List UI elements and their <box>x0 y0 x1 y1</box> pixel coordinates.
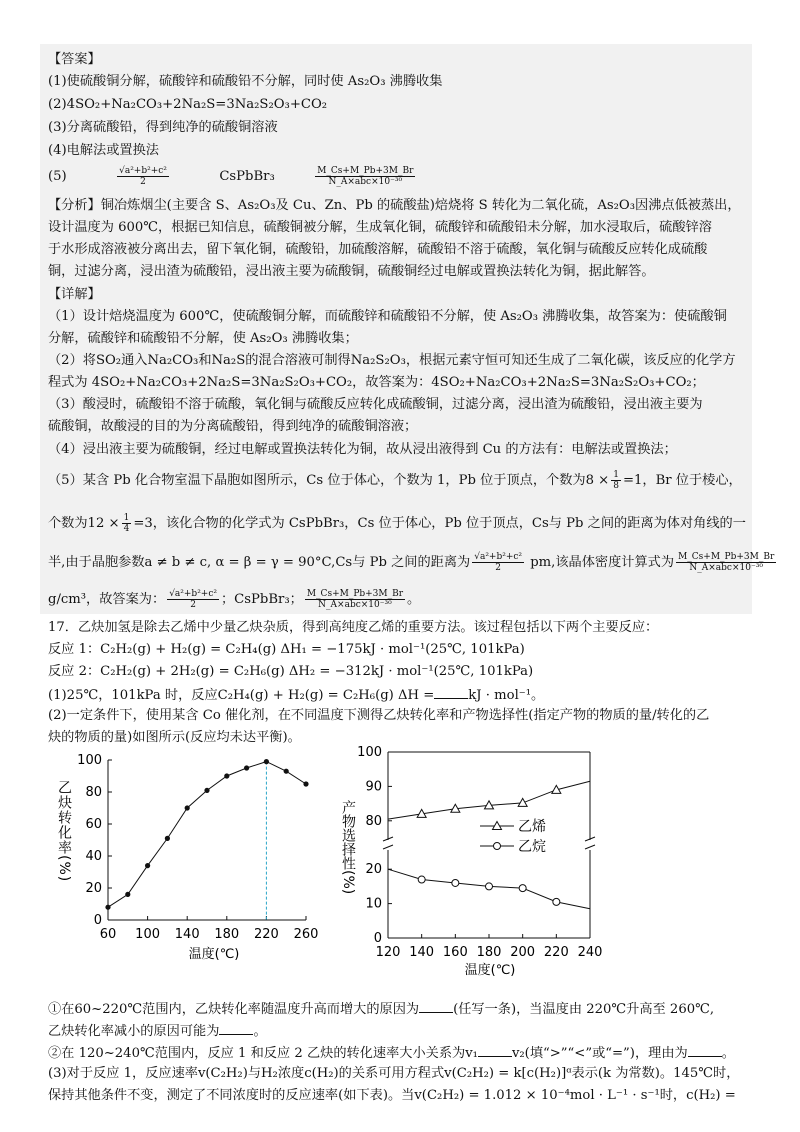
detail-2b: 程式为 4SO₂+Na₂CO₃+2Na₂S=3Na₂S₂O₃+CO₂，故答案为：4SO₂+Na₂CO₃+2Na₂S=3Na₂S₂O₃+CO₂； <box>48 375 705 390</box>
x-tick-label: 260 <box>293 927 319 942</box>
detail-header: 【详解】 <box>48 287 101 302</box>
data-point <box>204 788 209 793</box>
distance-fraction-3: $\frac{\text{√a²+b²+c²}}{2}$ <box>169 589 217 610</box>
y-tick-label: 40 <box>85 849 102 864</box>
q17-part-1: (1)25℃，101kPa 时，反应C₂H₄(g) + H₂(g) = C₂H₆(g) ΔH = kJ · mol⁻¹。 <box>48 688 545 703</box>
answer-blank[interactable] <box>688 1044 722 1057</box>
q17-sub-1a: ①在60~220℃范围内，乙炔转化率随温度升高而增大的原因为 (任写一条)，当温度由 220℃升高至 260℃, <box>48 1002 715 1017</box>
y-tick-label: 0 <box>93 913 102 928</box>
data-point <box>224 773 229 778</box>
axis-break-mark <box>383 837 393 849</box>
legend-label: 乙烷 <box>518 839 546 855</box>
x-tick-label: 100 <box>135 927 161 942</box>
answer-blank[interactable] <box>419 1000 453 1013</box>
fraction-1-8: $\frac{1}{8}$ <box>613 470 619 491</box>
answer-5-formula: CsPbBr₃ <box>219 169 275 184</box>
y-tick-label: 20 <box>365 862 382 878</box>
detail-4: （4）浸出液主要为硫酸铜，经过电解或置换法转化为铜，故从浸出液得到 Cu 的方法有：电解法或置换法； <box>48 442 677 457</box>
detail-1b: 分解，硫酸锌和硫酸铅不分解，使 As₂O₃ 沸腾收集； <box>48 331 358 346</box>
selectivity-chart <box>330 740 610 980</box>
detail-1a: （1）设计焙烧温度为 600℃，使硫酸铜分解，而硫酸锌和硫酸铅不分解，使 As₂O₃ 沸腾收集，故答案为：使硫酸铜 <box>48 309 727 324</box>
x-axis-label: 温度(℃) <box>464 963 516 978</box>
x-tick-label: 140 <box>174 927 200 942</box>
detail-5a: （5）某含 Pb 化合物室温下晶胞如图所示，Cs 位于体心，个数为 1，Pb 位于顶点，个数为8 × $\frac{1}{8}$ =1，Br 位于棱心， <box>48 470 742 491</box>
detail-5c: 半,由于晶胞参数a ≠ b ≠ c, α = β = γ = 90°C,Cs与 Pb 之间的距离为 $\frac{\text{√a²+b²+c²}}{2}$ pm,该晶体密度计算式为 $\frac{M\_Cs+M\_Pb+3M\_Br}{\text{N\_A×abc×10⁻³⁰}}$ <box>48 552 775 573</box>
y-tick-label: 100 <box>357 745 382 760</box>
q17-sub-2: ②在 120~240℃范围内，反应 1 和反应 2 乙炔的转化速率大小关系为v₁ v₂(填“>”“<”或“=”)，理由为 。 <box>48 1046 735 1061</box>
q17-sub-1b: 乙炔转化率减小的原因可能为 。 <box>48 1024 267 1039</box>
detail-2a: （2）将SO₂通入Na₂CO₃和Na₂S的混合溶液可制得Na₂S₂O₃，根据元素守恒可知还生成了二氧化碳，该反应的化学方 <box>48 353 736 368</box>
fraction-1-4: $\frac{1}{4}$ <box>123 513 130 534</box>
q17-part-3a: (3)对于反应 1，反应速率v(C₂H₂)与H₂浓度c(H₂)的关系可用方程式v(C₂H₂) = k[c(H₂)]ᵅ表示(k 为常数)。145℃时， <box>48 1066 740 1081</box>
x-tick-label: 160 <box>442 945 468 960</box>
x-tick-label: 120 <box>375 945 401 960</box>
detail-3b: 硫酸铜，故酸浸的目的为分离硫酸铅，得到纯净的硫酸铜溶液； <box>48 419 418 434</box>
data-point <box>284 769 289 774</box>
conversion-line <box>108 762 306 908</box>
ethane-point <box>452 879 459 886</box>
data-point <box>105 905 110 910</box>
legend-circle-icon <box>494 843 501 850</box>
q17-part-3b: 保持其他条件不变，测定了不同浓度时的反应速率(如下表)。当v(C₂H₂) = 1.012 × 10⁻⁴mol · L⁻¹ · s⁻¹时，c(H₂) = <box>48 1088 736 1103</box>
analysis-line-2: 设计温度为 600℃，根据已知信息，硫酸铜被分解，生成氧化铜，硫酸锌和硫酸铅未分解，加水浸取后，硫酸锌溶 <box>48 220 712 235</box>
analysis-line-1: 【分析】铜冶炼烟尘(主要含 S、As₂O₃及 Cu、Zn、Pb 的硫酸盐)焙烧将 S 转化为二氧化硫，As₂O₃因沸点低被蒸出， <box>48 198 741 213</box>
analysis-line-4: 铜，过滤分离，浸出渣为硫酸铅，浸出液主要为硫酸铜，硫酸铜经过电解或置换法转化为铜，据此解答。 <box>48 264 655 279</box>
distance-fraction: $\frac{\text{√a²+b²+c²}}{2}$ <box>119 166 167 187</box>
detail-5d: g/cm³，故答案为： $\frac{\text{√a²+b²+c²}}{2}$ ；CsPbBr₃； $\frac{M\_Cs+M\_Pb+3M\_Br}{\text{N\_A×abc×10⁻³⁰}}$ 。 <box>48 589 421 610</box>
answer-5 <box>48 166 417 187</box>
y-tick-label: 100 <box>77 753 102 768</box>
x-tick-label: 60 <box>99 927 117 942</box>
data-point <box>303 781 308 786</box>
q17-stem: 17．乙炔加氢是除去乙烯中少量乙炔杂质，得到高纯度乙烯的重要方法。该过程包括以下两个主要反应： <box>48 620 659 635</box>
x-tick-label: 140 <box>409 945 435 960</box>
y-tick-label: 80 <box>85 785 102 800</box>
answer-5-label: (5) <box>48 169 67 184</box>
ethane-point <box>519 885 526 892</box>
x-tick-label: 220 <box>543 945 569 960</box>
y-tick-label: 20 <box>85 881 102 896</box>
density-fraction-2: $\frac{M\_Cs+M\_Pb+3M\_Br}{\text{N\_A×abc×10⁻³⁰}}$ <box>678 552 775 573</box>
answer-1: (1)使硫酸铜分解，硫酸锌和硫酸铅不分解，同时使 As₂O₃ 沸腾收集 <box>48 74 443 89</box>
answer-blank[interactable] <box>434 686 468 699</box>
detail-5b: 个数为12 × $\frac{1}{4}$ =3，该化合物的化学式为 CsPbBr₃，Cs 位于体心，Pb 位于顶点，Cs与 Pb 之间的距离为体对角线的一 <box>48 513 746 534</box>
data-point <box>125 892 130 897</box>
y-tick-label: 60 <box>85 817 102 832</box>
answer-2: (2)4SO₂+Na₂CO₃+2Na₂S=3Na₂S₂O₃+CO₂ <box>48 97 328 112</box>
y-axis-label: 产物选择性(%) <box>340 800 356 895</box>
x-axis-label: 温度(℃) <box>188 947 240 962</box>
y-tick-label: 0 <box>373 931 382 946</box>
answer-blank[interactable] <box>478 1044 512 1057</box>
data-point <box>165 836 170 841</box>
x-tick-label: 180 <box>214 927 240 942</box>
data-point <box>244 765 249 770</box>
analysis-line-3: 于水形成溶液被分离出去，留下氧化铜，硫酸铅，加硫酸溶解，硫酸铅不溶于硫酸，氧化铜与硫酸反应转化成硫酸 <box>48 242 708 257</box>
ethane-point <box>553 898 560 905</box>
answer-header: 【答案】 <box>48 52 101 67</box>
data-point <box>145 863 150 868</box>
x-tick-label: 200 <box>510 945 536 960</box>
q17-reaction-1: 反应 1：C₂H₂(g) + H₂(g) = C₂H₄(g) ΔH₁ = −175kJ · mol⁻¹(25℃, 101kPa) <box>48 642 525 657</box>
axis-break-mark <box>585 837 595 849</box>
x-tick-label: 240 <box>577 945 603 960</box>
y-tick-label: 80 <box>365 813 382 829</box>
ethane-point <box>486 883 493 890</box>
legend-label: 乙烯 <box>518 819 546 835</box>
ethane-point <box>418 876 425 883</box>
distance-fraction-2: $\frac{\text{√a²+b²+c²}}{2}$ <box>474 552 523 573</box>
data-point <box>264 759 269 764</box>
answer-3: (3)分离硫酸铅，得到纯净的硫酸铜溶液 <box>48 120 278 135</box>
x-tick-label: 220 <box>253 927 279 942</box>
q17-part-2b: 炔的物质的量)如图所示(反应均未达平衡)。 <box>48 730 301 745</box>
answer-4: (4)电解法或置换法 <box>48 143 159 158</box>
y-tick-label: 90 <box>365 779 382 795</box>
density-fraction-3: $\frac{M\_Cs+M\_Pb+3M\_Br}{\text{N\_A×abc×10⁻³⁰}}$ <box>306 589 404 610</box>
conversion-chart <box>44 748 324 978</box>
answer-blank[interactable] <box>219 1022 253 1035</box>
q17-reaction-2: 反应 2：C₂H₂(g) + 2H₂(g) = C₂H₆(g) ΔH₂ = −312kJ · mol⁻¹(25℃, 101kPa) <box>48 664 534 679</box>
density-fraction: $\frac{M\_Cs+M\_Pb+3M\_Br}{\text{N\_A×abc×10⁻³⁰}}$ <box>317 166 414 187</box>
y-tick-label: 10 <box>365 896 382 912</box>
ethylene-point <box>518 798 527 806</box>
detail-3a: （3）酸浸时，硫酸铅不溶于硫酸，氧化铜与硫酸反应转化成硫酸铜，过滤分离，浸出渣为硫酸铅，浸出液主要为 <box>48 397 703 412</box>
q17-part-2a: (2)一定条件下，使用某含 Co 催化剂，在不同温度下测得乙炔转化率和产物选择性(指定产物的物质的量/转化的乙 <box>48 708 710 723</box>
data-point <box>185 805 190 810</box>
y-axis-label: 乙炔转化率(%) <box>56 780 72 883</box>
x-tick-label: 180 <box>476 945 502 960</box>
